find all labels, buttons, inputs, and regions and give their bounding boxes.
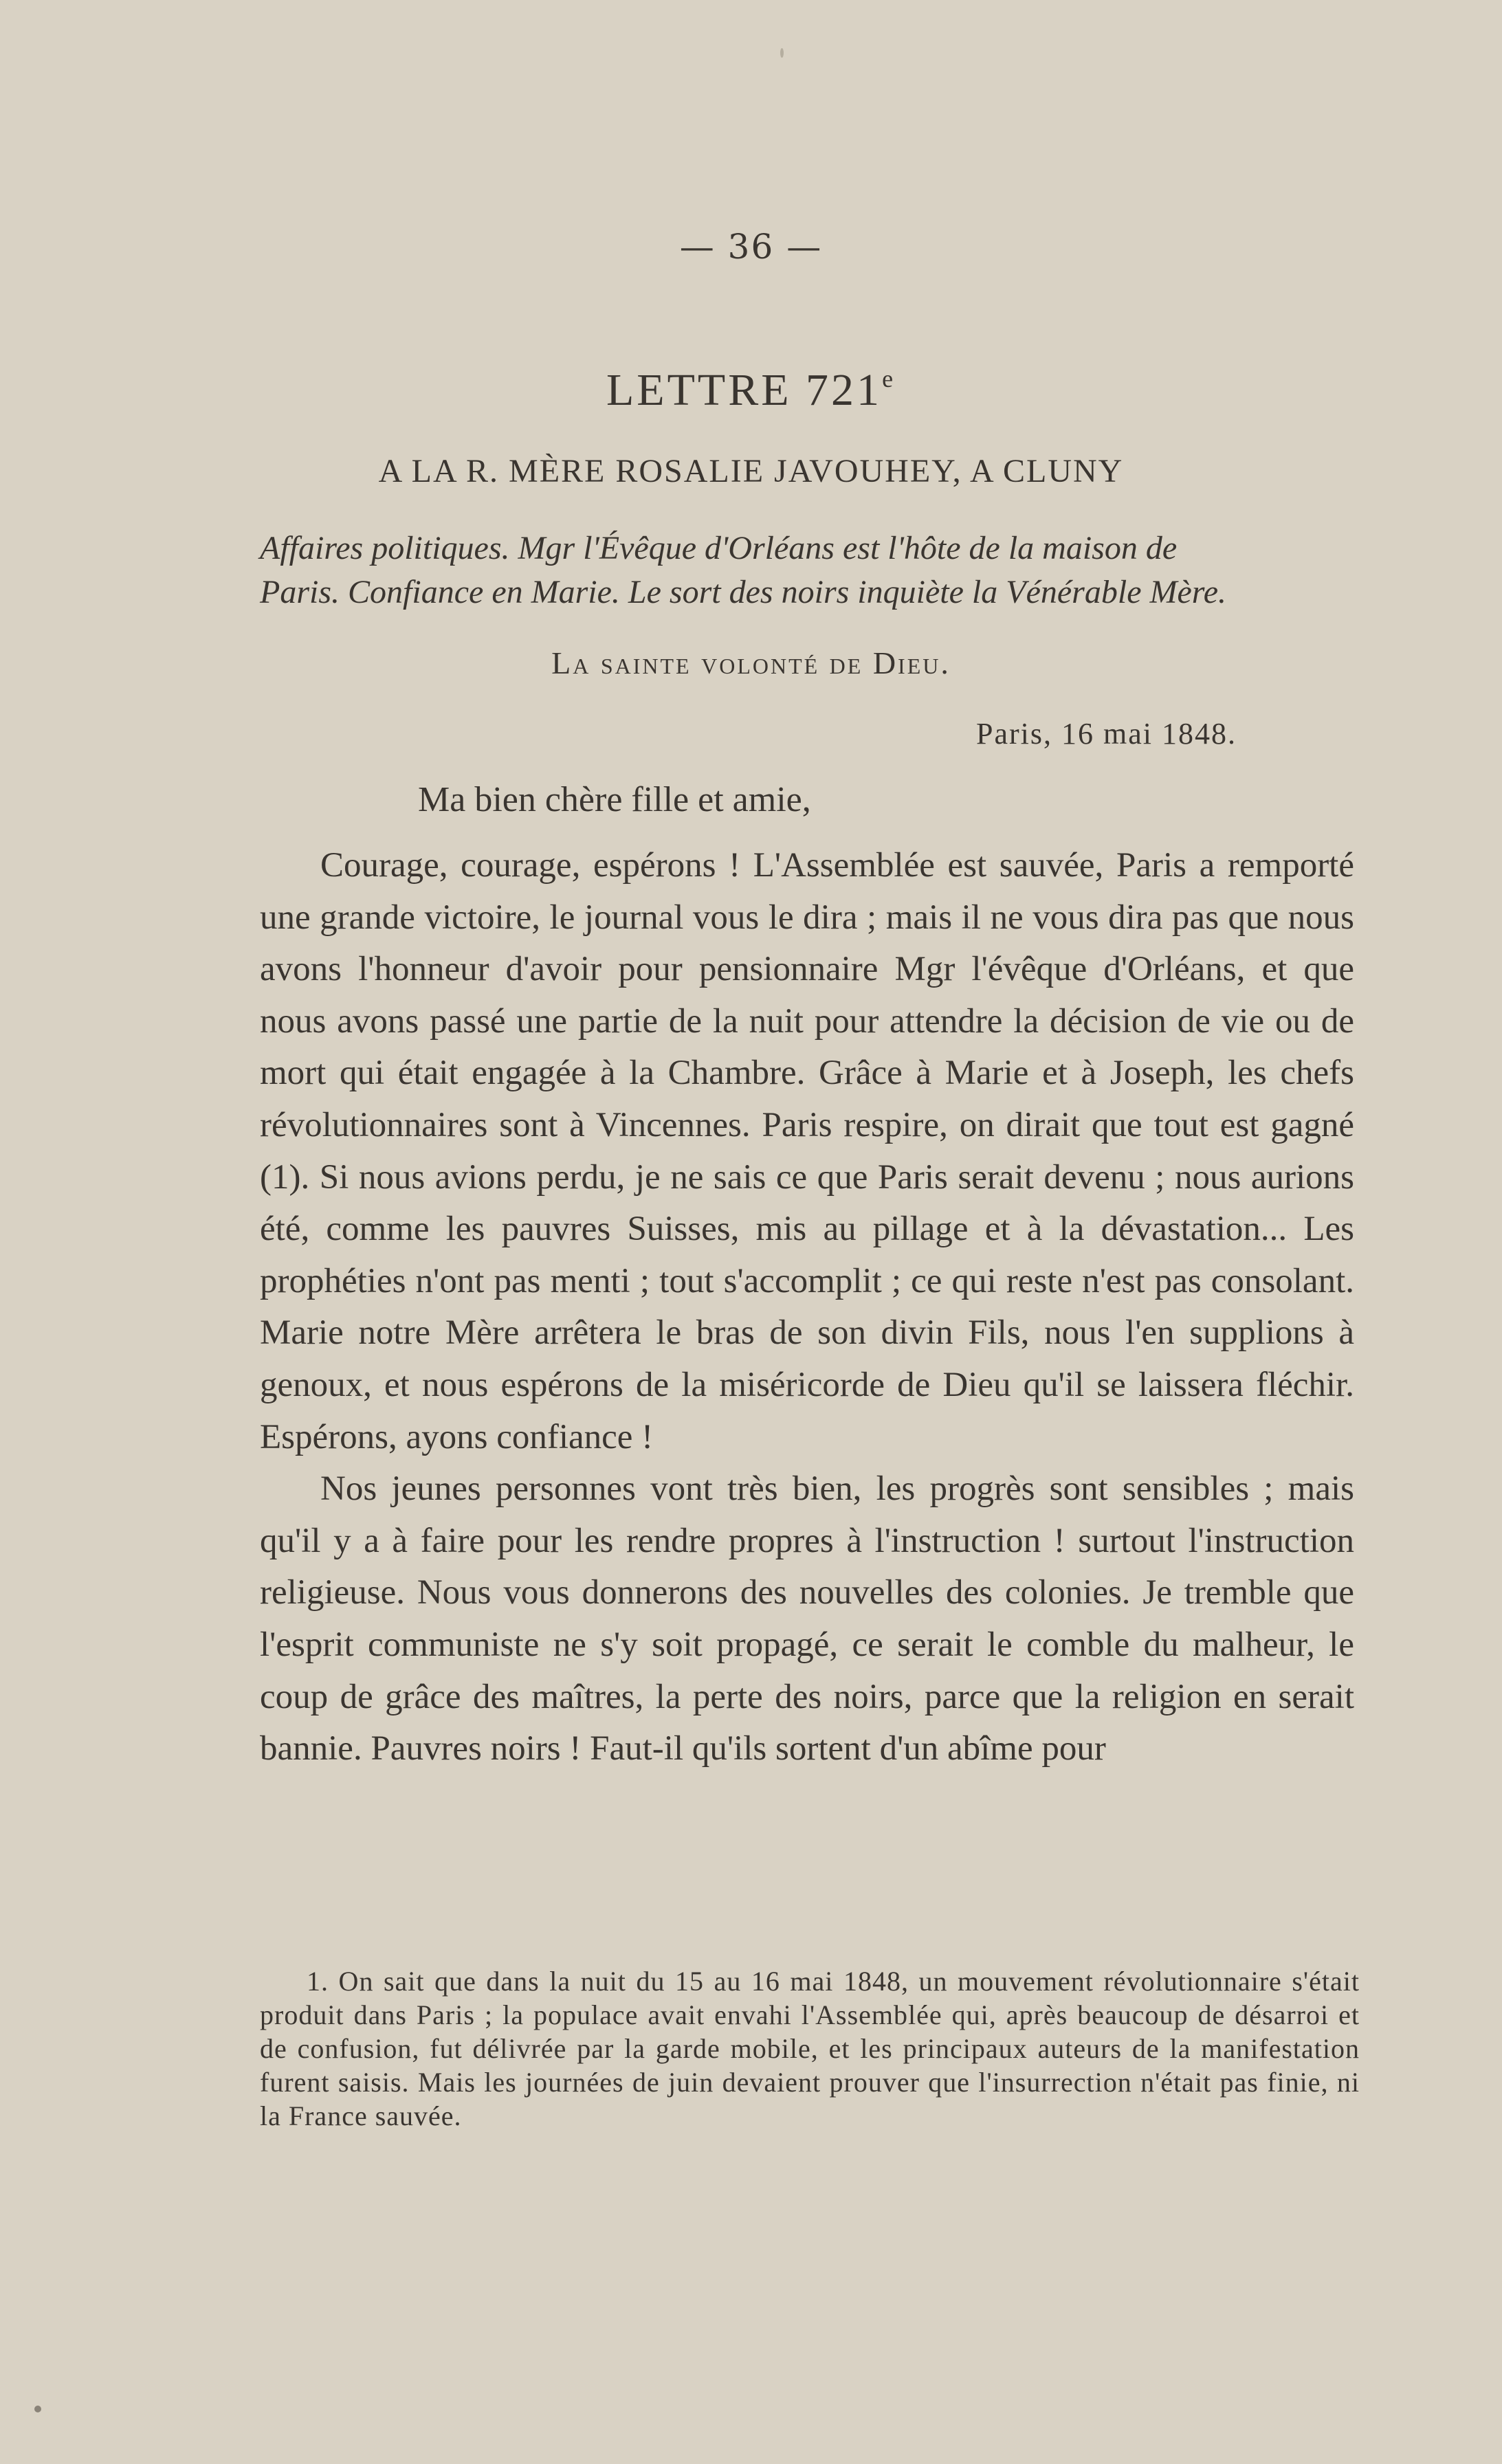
body-paragraph-2: Nos jeunes personnes vont très bien, les progrès sont sensibles ; mais qu'il y a à faire pour les rendre propres à l'instruction ! surtout l'instruction religieuse. Nous vous donnerons des nouvelles des colonies. Je tremble que l'esprit communiste ne s'y soit propagé, ce serait le comble du malheur, le coup de grâce des maîtres, la perte des noirs, parce que la religion en serait bannie. Pauvres noirs ! Faut-il qu'ils sortent d'un abîme pour [260, 1469, 1354, 1768]
salutation: Ma bien chère fille et amie, [418, 780, 811, 819]
paper-speck [780, 48, 784, 58]
letter-recipient: A LA R. MÈRE ROSALIE JAVOUHEY, A CLUNY [378, 453, 1124, 489]
letter-body [260, 840, 1354, 1775]
letter-title-text: LETTRE 721 [606, 365, 883, 415]
body-paragraph-1: Courage, courage, espérons ! L'Assemblée est sauvée, Paris a remporté une grande victoire, le journal vous le dira ; mais il ne vous dira pas que nous avons l'honneur d'avoir pour pensionnaire Mgr l'évêque d'Orléans, et que nous avons passé une partie de la nuit pour attendre la décision de vie ou de mort qui était engagée à la Chambre. Grâce à Marie et à Joseph, les chefs révolutionnaires sont à Vincennes. Paris respire, on dirait que tout est gagné (1). Si nous avions perdu, je ne sais ce que Paris serait devenu ; nous aurions été, comme les pauvres Suisses, mis au pillage et à la dévastation... Les prophéties n'ont pas menti ; tout s'accomplit ; ce qui reste n'est pas consolant. Marie notre Mère arrêtera le bras de son divin Fils, nous l'en supplions à genoux, et nous espérons de la miséricorde de Dieu qu'il se laissera fléchir. Espérons, ayons confiance ! [260, 846, 1354, 1456]
sainte-volonte-line: La sainte volonté de Dieu. [551, 645, 951, 680]
letter-title [0, 364, 1502, 417]
summary-line-2: Paris. Confiance en Marie. Le sort des noirs inquiète la Vénérable Mère. [260, 574, 1226, 610]
summary-line-1: Affaires politiques. Mgr l'Évêque d'Orléans est l'hôte de la maison de [260, 530, 1178, 566]
footnote [260, 1964, 1360, 2133]
letter-title-superscript: e [882, 365, 896, 392]
page-number: — 36 — [679, 227, 823, 267]
footnote-text: 1. On sait que dans la nuit du 15 au 16 mai 1848, un mouvement révolutionnaire s'était produit dans Paris ; la populace avait envahi l'Assemblée qui, après beaucoup de désarroi et de confusion, fut délivrée par la garde mobile, et les principaux auteurs de la manifestation furent saisis. Mais les journées de juin devaient prouver que l'insurrection n'était pas finie, ni la France sauvée. [260, 1966, 1360, 2131]
letter-summary [260, 526, 1353, 614]
dateline: Paris, 16 mai 1848. [976, 717, 1237, 751]
paper-speck [34, 2406, 41, 2412]
